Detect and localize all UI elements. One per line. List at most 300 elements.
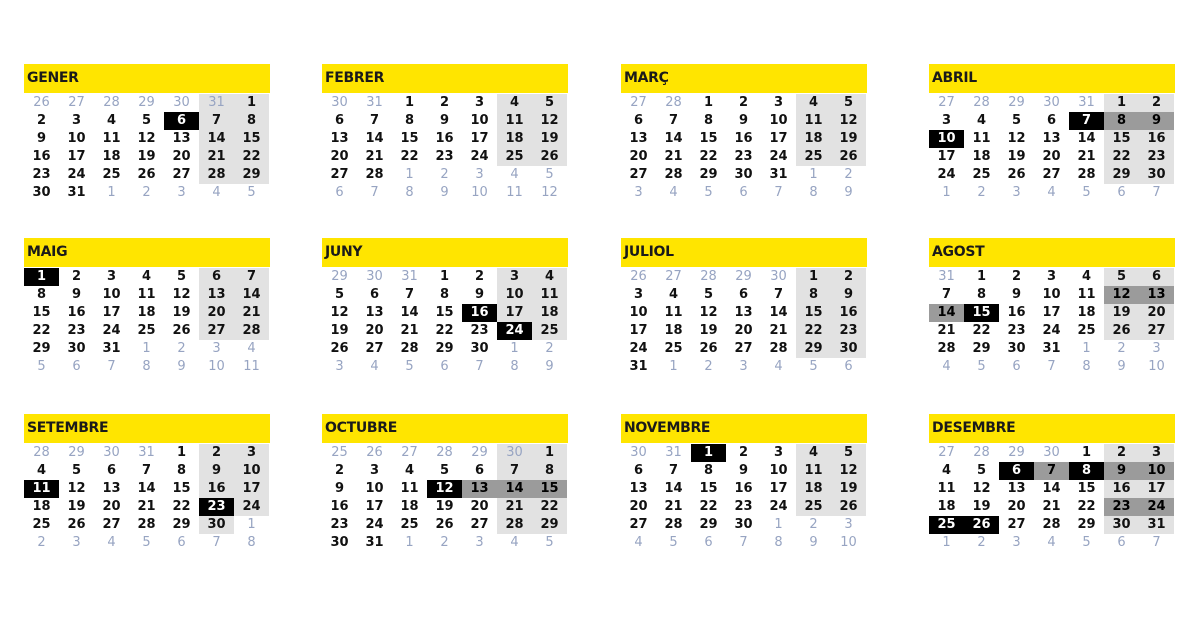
day-cell-adjacent: 8 <box>1082 359 1091 374</box>
day-cell-adjacent: 2 <box>440 167 449 182</box>
day-cell: 10 <box>629 305 648 320</box>
day-cell: 17 <box>234 480 269 498</box>
day-cell-adjacent: 29 <box>138 95 155 110</box>
day-cell: 13 <box>172 131 191 146</box>
day-cell: 28 <box>937 341 956 356</box>
day-cell: 4 <box>141 269 152 284</box>
week-row <box>621 498 867 516</box>
day-cell: 29 <box>234 166 269 184</box>
day-cell: 21 <box>497 498 532 516</box>
day-cell: 11 <box>972 131 991 146</box>
month-grid <box>621 268 867 376</box>
day-cell: 4 <box>404 463 415 478</box>
week-row <box>621 304 867 322</box>
day-cell-adjacent: 8 <box>510 359 519 374</box>
day-cell-adjacent: 2 <box>177 341 186 356</box>
day-cell: 3 <box>773 445 784 460</box>
day-cell: 29 <box>435 341 454 356</box>
day-cell-adjacent: 28 <box>973 445 990 460</box>
day-cell: 14 <box>1077 131 1096 146</box>
day-cell: 30 <box>67 341 86 356</box>
day-cell-adjacent: 29 <box>1008 445 1025 460</box>
day-cell-adjacent: 4 <box>634 535 643 550</box>
day-cell: 12 <box>972 481 991 496</box>
day-cell: 16 <box>734 481 753 496</box>
day-cell: 22 <box>1077 499 1096 514</box>
week-row <box>24 286 270 304</box>
day-cell: 30 <box>1104 516 1139 534</box>
day-cell: 30 <box>199 516 234 534</box>
day-cell: 17 <box>769 131 788 146</box>
day-cell-adjacent: 30 <box>630 445 647 460</box>
day-cell: 4 <box>941 463 952 478</box>
month-title: GENER <box>24 64 270 93</box>
week-row <box>929 534 1175 552</box>
month-block <box>322 238 568 376</box>
day-cell: 3 <box>106 269 117 284</box>
day-cell-adjacent: 5 <box>977 359 986 374</box>
day-cell: 22 <box>1104 148 1139 166</box>
week-row <box>322 322 568 340</box>
day-cell: 1 <box>404 95 415 110</box>
day-cell: 15 <box>699 481 718 496</box>
month-block <box>621 414 867 552</box>
month-grid <box>929 444 1175 552</box>
day-cell: 30 <box>1007 341 1026 356</box>
day-cell-adjacent: 4 <box>510 167 519 182</box>
week-row <box>24 166 270 184</box>
day-cell: 29 <box>1077 517 1096 532</box>
day-cell: 8 <box>36 287 47 302</box>
day-cell: 13 <box>102 481 121 496</box>
day-cell: 28 <box>664 517 683 532</box>
day-cell-adjacent: 10 <box>840 535 857 550</box>
day-cell: 21 <box>937 323 956 338</box>
day-cell: 23 <box>470 323 489 338</box>
day-cell: 19 <box>67 499 86 514</box>
day-cell: 5 <box>1104 268 1139 286</box>
day-cell-adjacent: 4 <box>942 359 951 374</box>
day-cell: 24 <box>365 517 384 532</box>
day-cell-adjacent: 1 <box>405 167 414 182</box>
day-cell: 15 <box>32 305 51 320</box>
day-cell-adjacent: 5 <box>37 359 46 374</box>
day-cell: 8 <box>234 112 269 130</box>
week-row <box>24 94 270 112</box>
day-cell-adjacent: 4 <box>774 359 783 374</box>
day-cell: 23 <box>435 149 454 164</box>
day-cell: 13 <box>1042 131 1061 146</box>
day-cell: 11 <box>664 305 683 320</box>
day-cell-adjacent: 7 <box>739 535 748 550</box>
day-cell: 15 <box>435 305 454 320</box>
day-cell: 1 <box>703 95 714 110</box>
day-cell: 30 <box>831 340 866 358</box>
month-grid <box>24 444 270 552</box>
day-cell: 10 <box>497 286 532 304</box>
day-cell-highlight: 24 <box>497 322 532 340</box>
day-cell: 27 <box>1007 517 1026 532</box>
day-cell-highlight: 15 <box>964 304 999 322</box>
day-cell-adjacent: 27 <box>938 445 955 460</box>
day-cell: 27 <box>172 167 191 182</box>
day-cell: 24 <box>67 167 86 182</box>
week-row <box>929 166 1175 184</box>
day-cell: 24 <box>937 167 956 182</box>
week-row <box>621 286 867 304</box>
day-cell-adjacent: 10 <box>471 185 488 200</box>
day-cell: 3 <box>234 444 269 462</box>
day-cell: 4 <box>796 94 831 112</box>
day-cell: 15 <box>1077 481 1096 496</box>
month-grid <box>621 444 867 552</box>
day-cell-highlight: 7 <box>1069 112 1104 130</box>
day-cell-adjacent: 5 <box>545 535 554 550</box>
week-row <box>322 462 568 480</box>
day-cell-adjacent: 8 <box>247 535 256 550</box>
week-row <box>929 130 1175 148</box>
day-cell: 13 <box>330 131 349 146</box>
day-cell: 19 <box>831 130 866 148</box>
day-cell-highlight: 11 <box>24 480 59 498</box>
day-cell: 25 <box>972 167 991 182</box>
day-cell: 28 <box>1077 167 1096 182</box>
day-cell: 9 <box>439 113 450 128</box>
week-row <box>621 268 867 286</box>
day-cell: 20 <box>365 323 384 338</box>
day-cell: 16 <box>734 131 753 146</box>
day-cell-adjacent: 30 <box>103 445 120 460</box>
day-cell-adjacent: 6 <box>177 535 186 550</box>
day-cell-adjacent: 31 <box>665 445 682 460</box>
day-cell-adjacent: 3 <box>1152 341 1161 356</box>
week-row <box>322 340 568 358</box>
day-cell: 20 <box>172 149 191 164</box>
week-row <box>322 358 568 376</box>
day-cell: 14 <box>199 130 234 148</box>
day-cell: 20 <box>629 499 648 514</box>
week-row <box>929 462 1175 480</box>
day-cell: 17 <box>102 305 121 320</box>
day-cell-adjacent: 3 <box>739 359 748 374</box>
day-cell-adjacent: 31 <box>1078 95 1095 110</box>
day-cell: 23 <box>67 323 86 338</box>
day-cell-highlight: 14 <box>929 304 964 322</box>
day-cell: 30 <box>734 167 753 182</box>
day-cell-adjacent: 31 <box>138 445 155 460</box>
day-cell-adjacent: 28 <box>973 95 990 110</box>
day-cell: 21 <box>400 323 419 338</box>
day-cell-adjacent: 5 <box>1082 535 1091 550</box>
day-cell: 30 <box>470 341 489 356</box>
day-cell: 24 <box>102 323 121 338</box>
week-row <box>621 166 867 184</box>
day-cell: 11 <box>102 131 121 146</box>
week-row <box>929 184 1175 202</box>
day-cell: 1 <box>176 445 187 460</box>
day-cell: 28 <box>497 516 532 534</box>
day-cell: 17 <box>629 323 648 338</box>
day-cell: 27 <box>1042 167 1061 182</box>
day-cell-adjacent: 4 <box>1047 185 1056 200</box>
day-cell: 25 <box>400 517 419 532</box>
day-cell-adjacent: 3 <box>1012 535 1021 550</box>
day-cell: 13 <box>734 305 753 320</box>
week-row <box>322 498 568 516</box>
day-cell-adjacent: 7 <box>212 535 221 550</box>
day-cell: 29 <box>1104 166 1139 184</box>
day-cell: 22 <box>172 499 191 514</box>
day-cell: 18 <box>972 149 991 164</box>
day-cell: 8 <box>796 286 831 304</box>
day-cell: 31 <box>1139 516 1174 534</box>
day-cell: 22 <box>234 148 269 166</box>
day-cell: 16 <box>1139 130 1174 148</box>
day-cell: 9 <box>474 287 485 302</box>
day-cell-adjacent: 31 <box>401 269 418 284</box>
day-cell: 11 <box>532 286 567 304</box>
day-cell: 11 <box>400 481 419 496</box>
day-cell: 23 <box>831 322 866 340</box>
week-row <box>621 148 867 166</box>
day-cell: 18 <box>1077 305 1096 320</box>
day-cell-adjacent: 6 <box>335 185 344 200</box>
day-cell: 2 <box>738 95 749 110</box>
day-cell-highlight: 6 <box>164 112 199 130</box>
day-cell-adjacent: 3 <box>475 167 484 182</box>
day-cell: 16 <box>1104 480 1139 498</box>
day-cell: 14 <box>664 481 683 496</box>
day-cell: 7 <box>497 462 532 480</box>
day-cell: 4 <box>668 287 679 302</box>
day-cell: 21 <box>199 148 234 166</box>
day-cell-adjacent: 4 <box>107 535 116 550</box>
day-cell: 7 <box>941 287 952 302</box>
day-cell: 5 <box>176 269 187 284</box>
day-cell: 22 <box>699 149 718 164</box>
day-cell: 14 <box>234 286 269 304</box>
day-cell: 5 <box>141 113 152 128</box>
day-cell: 28 <box>137 517 156 532</box>
week-row <box>929 268 1175 286</box>
day-cell: 10 <box>67 131 86 146</box>
month-title: MARÇ <box>621 64 867 93</box>
day-cell-adjacent: 28 <box>103 95 120 110</box>
day-cell: 4 <box>532 268 567 286</box>
month-block <box>929 238 1175 376</box>
day-cell: 30 <box>330 535 349 550</box>
week-row <box>24 444 270 462</box>
day-cell-adjacent: 4 <box>212 185 221 200</box>
month-block <box>322 414 568 552</box>
day-cell: 3 <box>941 113 952 128</box>
day-cell: 23 <box>32 167 51 182</box>
day-cell-adjacent: 9 <box>545 359 554 374</box>
day-cell-adjacent: 3 <box>1012 185 1021 200</box>
day-cell-adjacent: 29 <box>735 269 752 284</box>
day-cell: 21 <box>365 149 384 164</box>
day-cell: 18 <box>796 130 831 148</box>
day-cell: 2 <box>36 113 47 128</box>
day-cell: 28 <box>769 341 788 356</box>
day-cell: 16 <box>32 149 51 164</box>
day-cell: 11 <box>937 481 956 496</box>
day-cell: 30 <box>734 517 753 532</box>
day-cell: 22 <box>972 323 991 338</box>
day-cell: 18 <box>32 499 51 514</box>
day-cell: 9 <box>738 463 749 478</box>
week-row <box>24 498 270 516</box>
day-cell: 25 <box>664 341 683 356</box>
day-cell: 30 <box>32 185 51 200</box>
day-cell: 19 <box>831 480 866 498</box>
week-row <box>24 358 270 376</box>
day-cell: 2 <box>831 268 866 286</box>
week-row <box>621 444 867 462</box>
week-row <box>929 322 1175 340</box>
day-cell: 1 <box>976 269 987 284</box>
day-cell: 1 <box>532 444 567 462</box>
day-cell: 6 <box>1046 113 1057 128</box>
day-cell: 22 <box>435 323 454 338</box>
day-cell: 21 <box>769 323 788 338</box>
day-cell: 18 <box>497 130 532 148</box>
day-cell: 20 <box>629 149 648 164</box>
day-cell: 31 <box>67 185 86 200</box>
day-cell: 5 <box>71 463 82 478</box>
week-row <box>24 130 270 148</box>
day-cell: 20 <box>1139 304 1174 322</box>
day-cell: 24 <box>769 499 788 514</box>
week-row <box>24 462 270 480</box>
day-cell: 23 <box>1007 323 1026 338</box>
month-block <box>24 414 270 552</box>
month-block <box>24 64 270 202</box>
day-cell: 26 <box>831 498 866 516</box>
day-cell-adjacent: 1 <box>107 185 116 200</box>
week-row <box>24 534 270 552</box>
day-cell: 17 <box>769 481 788 496</box>
month-title: NOVEMBRE <box>621 414 867 443</box>
day-cell: 22 <box>532 498 567 516</box>
day-cell: 2 <box>474 269 485 284</box>
week-row <box>621 516 867 534</box>
day-cell-adjacent: 10 <box>208 359 225 374</box>
day-cell: 19 <box>1007 149 1026 164</box>
day-cell: 17 <box>470 131 489 146</box>
day-cell: 13 <box>199 286 234 304</box>
day-cell-adjacent: 2 <box>142 185 151 200</box>
day-cell-adjacent: 6 <box>1117 535 1126 550</box>
day-cell: 19 <box>435 499 454 514</box>
day-cell-adjacent: 2 <box>1117 341 1126 356</box>
day-cell-adjacent: 2 <box>37 535 46 550</box>
day-cell-highlight: 23 <box>1104 498 1139 516</box>
day-cell: 22 <box>699 499 718 514</box>
day-cell-adjacent: 6 <box>440 359 449 374</box>
day-cell-adjacent: 9 <box>844 185 853 200</box>
day-cell-highlight: 6 <box>999 462 1034 480</box>
day-cell: 2 <box>199 444 234 462</box>
day-cell: 27 <box>734 341 753 356</box>
day-cell: 5 <box>532 94 567 112</box>
day-cell: 19 <box>1104 304 1139 322</box>
day-cell: 29 <box>699 167 718 182</box>
day-cell-adjacent: 30 <box>173 95 190 110</box>
month-title: ABRIL <box>929 64 1175 93</box>
day-cell: 12 <box>532 112 567 130</box>
day-cell: 31 <box>102 341 121 356</box>
month-block <box>322 64 568 202</box>
day-cell-adjacent: 6 <box>72 359 81 374</box>
day-cell: 6 <box>1139 268 1174 286</box>
day-cell-adjacent: 28 <box>665 95 682 110</box>
day-cell: 7 <box>369 113 380 128</box>
day-cell-adjacent: 26 <box>630 269 647 284</box>
day-cell-highlight: 1 <box>24 268 59 286</box>
day-cell: 12 <box>699 305 718 320</box>
day-cell: 15 <box>796 304 831 322</box>
day-cell-highlight: 24 <box>1139 498 1174 516</box>
day-cell-adjacent: 27 <box>665 269 682 284</box>
day-cell: 29 <box>972 341 991 356</box>
month-title: SETEMBRE <box>24 414 270 443</box>
week-row <box>322 444 568 462</box>
day-cell: 14 <box>365 131 384 146</box>
day-cell: 26 <box>1007 167 1026 182</box>
day-cell-adjacent: 27 <box>68 95 85 110</box>
day-cell-highlight: 9 <box>1104 462 1139 480</box>
week-row <box>621 94 867 112</box>
day-cell: 19 <box>972 499 991 514</box>
day-cell-adjacent: 31 <box>938 269 955 284</box>
day-cell: 3 <box>1046 269 1057 284</box>
day-cell: 5 <box>703 287 714 302</box>
day-cell-adjacent: 3 <box>72 535 81 550</box>
day-cell-highlight: 12 <box>427 480 462 498</box>
day-cell-adjacent: 1 <box>809 167 818 182</box>
day-cell: 2 <box>1104 444 1139 462</box>
week-row <box>621 534 867 552</box>
day-cell: 24 <box>629 341 648 356</box>
day-cell-highlight: 14 <box>497 480 532 498</box>
day-cell: 26 <box>67 517 86 532</box>
day-cell: 14 <box>1042 481 1061 496</box>
week-row <box>929 516 1175 534</box>
day-cell-adjacent: 7 <box>107 359 116 374</box>
week-row <box>621 130 867 148</box>
day-cell-highlight: 23 <box>199 498 234 516</box>
day-cell-highlight: 26 <box>964 516 999 534</box>
day-cell: 24 <box>470 149 489 164</box>
day-cell-adjacent: 29 <box>1008 95 1025 110</box>
day-cell: 20 <box>199 304 234 322</box>
week-row <box>322 166 568 184</box>
day-cell-adjacent: 28 <box>33 445 50 460</box>
day-cell: 21 <box>1042 499 1061 514</box>
day-cell: 8 <box>703 463 714 478</box>
month-title: JUNY <box>322 238 568 267</box>
day-cell: 26 <box>172 323 191 338</box>
day-cell: 15 <box>699 131 718 146</box>
week-row <box>322 148 568 166</box>
week-row <box>322 130 568 148</box>
day-cell: 6 <box>633 113 644 128</box>
day-cell: 7 <box>234 268 269 286</box>
day-cell: 20 <box>102 499 121 514</box>
day-cell: 13 <box>365 305 384 320</box>
day-cell: 11 <box>796 462 831 480</box>
